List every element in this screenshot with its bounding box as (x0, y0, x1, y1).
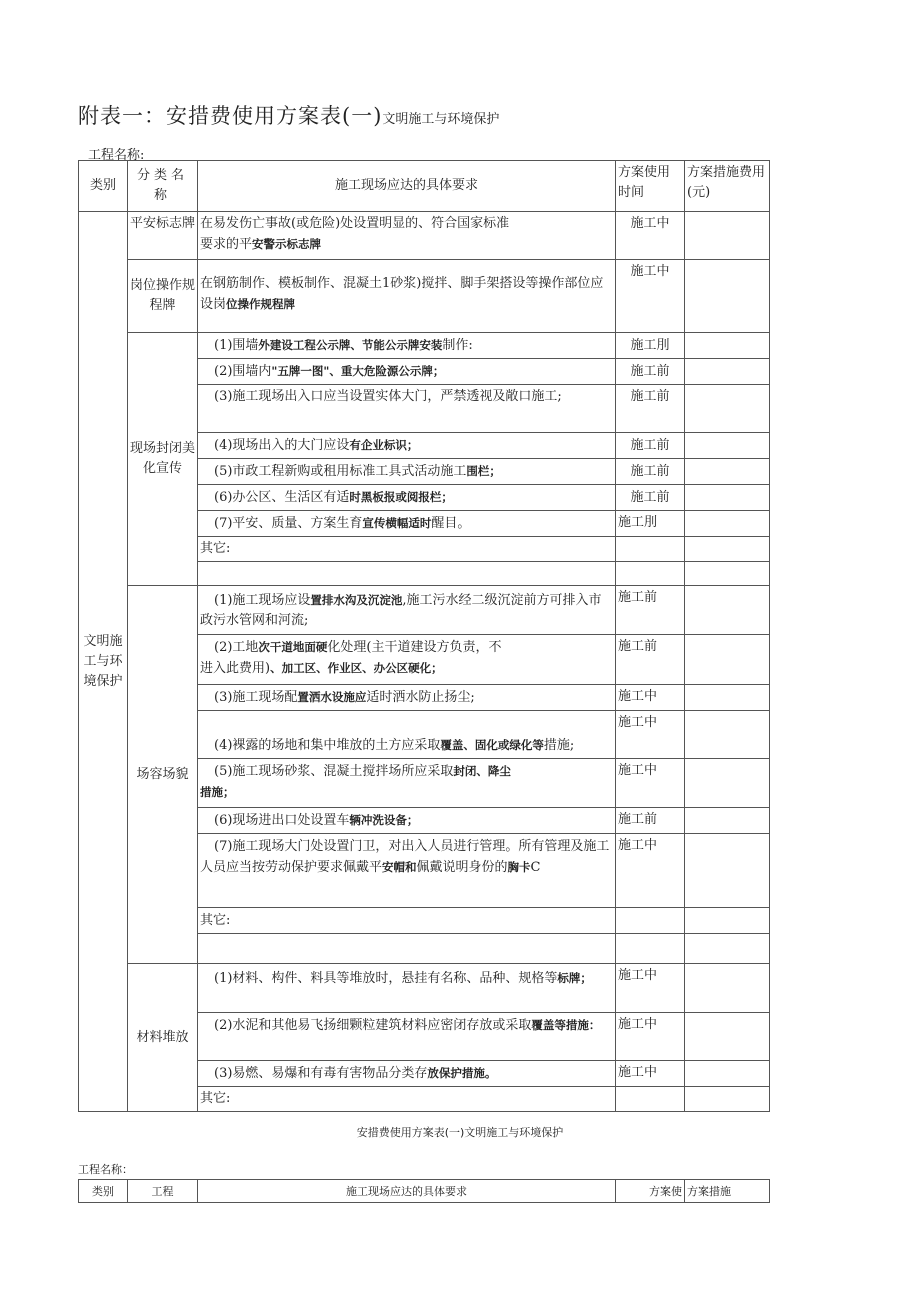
time-cell (616, 1087, 685, 1112)
cost-cell (685, 685, 770, 711)
requirement-cell: 在钢筋制作、模板制作、混凝土1砂浆)搅拌、脚手架搭设等操作部位应设岗位操作规程牌 (198, 260, 616, 333)
title-sub: 文明施工与环境保护 (382, 112, 500, 127)
cost-cell (685, 908, 770, 934)
requirement-cell: (1)围墙外建设工程公示牌、节能公示牌安装制作: (198, 333, 616, 359)
table-row (79, 260, 770, 333)
cost-cell (685, 562, 770, 586)
second-page-title: 安措费使用方案表(一)文明施工与环境保护 (356, 1126, 564, 1139)
cost-cell (685, 834, 770, 908)
requirement-cell: (1)施工现场应设置排水沟及沉淀池,施工污水经二级沉淀前方可排入市政污水管网和河流; (198, 586, 616, 635)
requirement-cell: (1)材料、构件、料具等堆放时，悬挂有名称、品种、规格等标牌； (198, 964, 616, 1013)
subcategory-cell: 岗位操作规程牌 (128, 260, 198, 333)
requirement-cell: (2)水泥和其他易飞扬细颗粒建筑材料应密闭存放或采取覆盖等措施： (198, 1013, 616, 1061)
time-cell: 施工前 (616, 359, 685, 385)
cost-cell (685, 759, 770, 808)
header-cost: 方案措施费用(元) (685, 161, 770, 212)
subcategory-cell: 平安标志牌 (128, 212, 198, 260)
cost-cell (685, 934, 770, 964)
time-cell (616, 537, 685, 562)
time-cell (616, 908, 685, 934)
time-cell: 施工中 (616, 685, 685, 711)
requirement-cell: (2)围墙内"五牌一图"、重大危险源公示牌； (198, 359, 616, 385)
time-cell: 施工前 (616, 635, 685, 685)
header-category: 类别 (79, 1180, 128, 1203)
requirement-cell: (5)施工现场砂浆、混凝土搅拌场所应采取封闭、降尘 措施； (198, 759, 616, 808)
time-cell: 施工前 (616, 433, 685, 459)
requirement-cell: (3)施工现场配置洒水设施应适时洒水防止扬尘; (198, 685, 616, 711)
cost-cell (685, 485, 770, 511)
second-table-header (78, 1179, 770, 1203)
cost-cell (685, 433, 770, 459)
cost-cell (685, 333, 770, 359)
cost-cell (685, 385, 770, 433)
time-cell: 施工中 (616, 260, 685, 333)
table-row (79, 333, 770, 359)
second-project-name-label: 工程名称： (78, 1163, 133, 1176)
requirement-cell: (5)市政工程新购或租用标准工具式活动施工围栏； (198, 459, 616, 485)
header-cost: 方案措施 (685, 1180, 770, 1203)
requirement-cell: (7)施工现场大门处设置门卫，对出入人员进行管理。所有管理及施工人员应当按劳动保护要求佩戴平安帽和佩戴说明身份的胸卡C (198, 834, 616, 908)
cost-cell (685, 586, 770, 635)
table-header-row (79, 161, 770, 212)
requirement-cell: (4)裸露的场地和集中堆放的土方应采取覆盖、固化或绿化等措施; (198, 711, 616, 759)
cost-cell (685, 808, 770, 834)
time-cell: 施工前 (616, 586, 685, 635)
header-category: 类别 (79, 161, 128, 212)
header-time: 方案使用时间 (616, 161, 685, 212)
cost-cell (685, 635, 770, 685)
category-cell: 文明施工与环境保护 (79, 212, 128, 1112)
time-cell: 施工刖 (616, 511, 685, 537)
time-cell: 施工中 (616, 1061, 685, 1087)
title-main: 附表一：安措费使用方案表(一) (78, 104, 383, 128)
cost-cell (685, 537, 770, 562)
requirement-cell: (6)办公区、生活区有适时黑板报或阅报栏； (198, 485, 616, 511)
requirement-cell: (4)现场出入的大门应设有企业标识； (198, 433, 616, 459)
time-cell: 施工中 (616, 759, 685, 808)
cost-cell (685, 212, 770, 260)
time-cell: 施工前 (616, 808, 685, 834)
time-cell: 施工前 (616, 385, 685, 433)
time-cell (616, 562, 685, 586)
requirement-cell: 其它: (198, 537, 616, 562)
requirement-cell: (6)现场进出口处设置车辆冲洗设备； (198, 808, 616, 834)
cost-cell (685, 1061, 770, 1087)
table-row (79, 586, 770, 635)
header-requirements: 施工现场应达的具体要求 (198, 1180, 616, 1203)
subcategory-cell: 现场封闭美化宣传 (128, 333, 198, 586)
cost-cell (685, 964, 770, 1013)
requirement-cell: (3)易燃、易爆和有毒有害物品分类存放保护措施。 (198, 1061, 616, 1087)
requirement-cell: (7)平安、质量、方案生育宣传横幅适时醒目。 (198, 511, 616, 537)
requirement-cell: 其它: (198, 1087, 616, 1112)
time-cell: 施工中 (616, 834, 685, 908)
cost-cell (685, 359, 770, 385)
project-name-label: 工程名称: (88, 148, 145, 163)
cost-cell (685, 1087, 770, 1112)
subcategory-cell: 场容场貌 (128, 586, 198, 964)
cost-cell (685, 260, 770, 333)
requirement-cell (198, 562, 616, 586)
page-title (78, 100, 499, 130)
time-cell: 施工中 (616, 212, 685, 260)
cost-cell (685, 711, 770, 759)
time-cell: 施工刖 (616, 333, 685, 359)
subcategory-cell: 材料堆放 (128, 964, 198, 1112)
requirement-cell: (2)工地次干道地面硬化处理(主干道建设方负责，不 进入此费用)、加工区、作业区、办公区硬化； (198, 635, 616, 685)
header-subcategory: 分类名称 (128, 161, 198, 212)
table-row (79, 212, 770, 260)
time-cell: 施工中 (616, 711, 685, 759)
requirement-cell (198, 934, 616, 964)
time-cell (616, 934, 685, 964)
table-row (79, 964, 770, 1013)
requirement-cell: (3)施工现场出入口应当设置实体大门，严禁透视及敞口施工; (198, 385, 616, 433)
time-cell: 施工前 (616, 485, 685, 511)
safety-cost-table (78, 160, 770, 1112)
header-requirements: 施工现场应达的具体要求 (198, 161, 616, 212)
time-cell: 施工中 (616, 1013, 685, 1061)
header-project: 工程 (128, 1180, 198, 1203)
cost-cell (685, 511, 770, 537)
cost-cell (685, 459, 770, 485)
time-cell: 施工中 (616, 964, 685, 1013)
cost-cell (685, 1013, 770, 1061)
time-cell: 施工前 (616, 459, 685, 485)
header-time: 方案使 (616, 1180, 685, 1203)
requirement-cell: 在易发伤亡事故(或危险)处设置明显的、符合国家标准 要求的平安警示标志牌 (198, 212, 616, 260)
table-header-row (79, 1180, 770, 1203)
requirement-cell: 其它: (198, 908, 616, 934)
